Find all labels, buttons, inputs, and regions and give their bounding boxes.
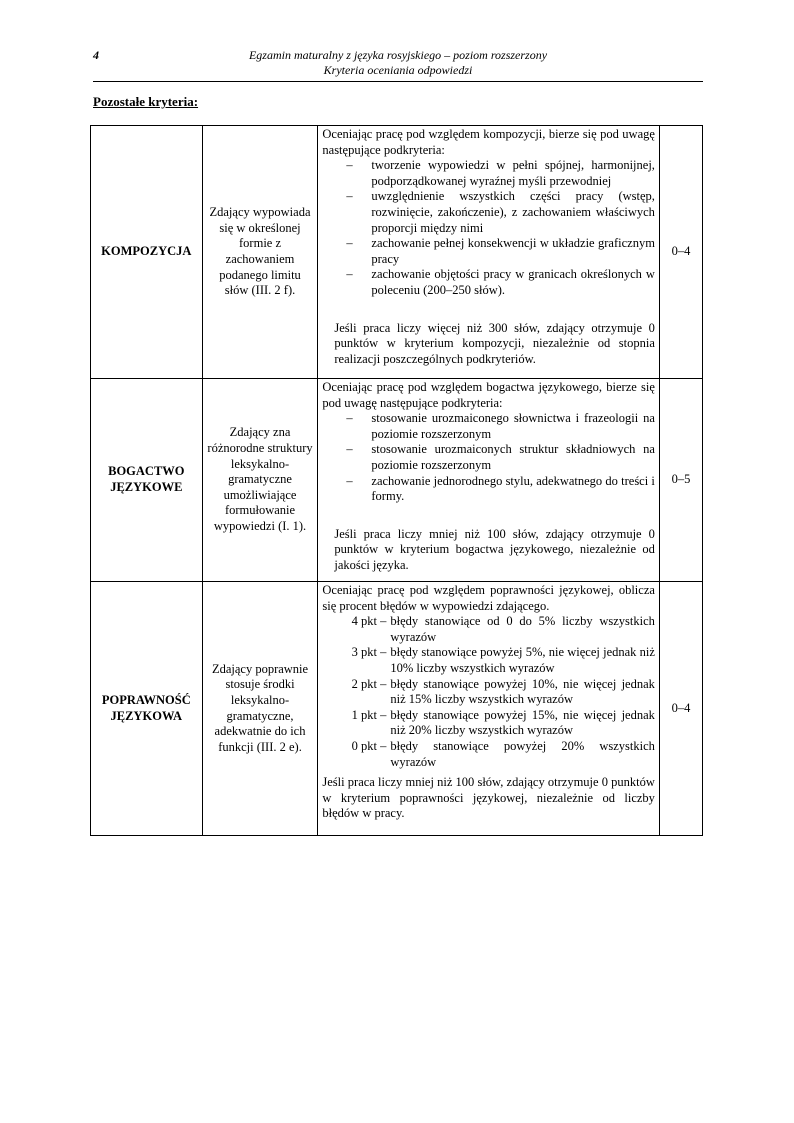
- points-list: [322, 614, 655, 770]
- criterion-details: [318, 126, 660, 379]
- criterion-intro: Oceniając pracę pod względem poprawności językowej, oblicza się procent błędów w wypowiedzi zdającego.: [322, 583, 655, 613]
- points-text: błędy stanowiące od 0 do 5% liczby wszystkich wyrazów: [390, 614, 655, 644]
- points-label: 1 pkt –: [351, 707, 387, 722]
- section-title: Pozostałe kryteria:: [93, 94, 199, 109]
- page-number: 4: [93, 48, 99, 62]
- table-row: [91, 379, 703, 582]
- list-item: [322, 614, 655, 645]
- criterion-note: Jeśli praca liczy mniej niż 100 słów, zdający otrzymuje 0 punktów w kryterium poprawności językowej, niezależnie od liczby błędów w pracy.: [322, 775, 655, 821]
- criterion-intro: Oceniając pracę pod względem kompozycji, bierze się pod uwagę następujące podkryteria:: [322, 127, 655, 157]
- list-item: – stosowanie urozmaiconego słownictwa i frazeologii na poziomie rozszerzonym: [338, 411, 655, 442]
- score-range: 0–4: [659, 582, 702, 836]
- criterion-details: [318, 379, 660, 582]
- list-item: – zachowanie pełnej konsekwencji w układzie graficznym pracy: [338, 236, 655, 267]
- criterion-details: [318, 582, 660, 836]
- list-item: – tworzenie wypowiedzi w pełni spójnej, harmonijnej, podporządkowanej wyraźnej myśli przewodniej: [338, 158, 655, 189]
- points-label: 3 pkt –: [351, 645, 387, 660]
- points-label: 0 pkt –: [351, 738, 387, 753]
- table-row: [91, 126, 703, 379]
- points-label: 2 pkt –: [351, 676, 387, 691]
- list-item: [322, 708, 655, 739]
- subcriteria-list: [322, 158, 655, 298]
- criterion-intro: Oceniając pracę pod względem bogactwa językowego, bierze się pod uwagę następujące podkryteria:: [322, 380, 655, 410]
- points-text: błędy stanowiące powyżej 15%, nie więcej jednak niż 20% liczby wszystkich wyrazów: [390, 707, 655, 738]
- score-range: 0–4: [659, 126, 702, 379]
- criterion-name: BOGACTWO JĘZYKOWE: [91, 379, 203, 582]
- score-range: 0–5: [659, 379, 702, 582]
- criteria-table: [90, 125, 703, 836]
- page-header: [93, 48, 703, 82]
- list-item: – zachowanie objętości pracy w granicach określonych w poleceniu (200–250 słów).: [338, 267, 655, 298]
- points-text: błędy stanowiące powyżej 5%, nie więcej jednak niż 10% liczby wszystkich wyrazów: [390, 645, 655, 675]
- list-item: [322, 677, 655, 708]
- points-text: błędy stanowiące powyżej 10%, nie więcej jednak niż 15% liczby wszystkich wyrazów: [390, 676, 655, 707]
- list-item: – zachowanie jednorodnego stylu, adekwatnego do treści i formy.: [338, 474, 655, 505]
- criterion-name: KOMPOZYCJA: [91, 126, 203, 379]
- list-item: – uwzględnienie wszystkich części pracy (wstęp, rozwinięcie, zakończenie), z zachowaniem właściwych proporcji między nimi: [338, 189, 655, 236]
- table-row: [91, 582, 703, 836]
- criterion-name: POPRAWNOŚĆ JĘZYKOWA: [91, 582, 203, 836]
- criterion-description: Zdający poprawnie stosuje środki leksykalno-gramatyczne, adekwatnie do ich funkcji (III. 2 e).: [202, 582, 318, 836]
- criterion-note: Jeśli praca liczy więcej niż 300 słów, zdający otrzymuje 0 punktów w kryterium kompozycji, niezależnie od stopnia realizacji poszczególnych podkryteriów.: [334, 320, 655, 366]
- list-item: – stosowanie urozmaiconych struktur składniowych na poziomie rozszerzonym: [338, 442, 655, 473]
- criterion-description: Zdający wypowiada się w określonej formie z zachowaniem podanego limitu słów (III. 2 f).: [202, 126, 318, 379]
- list-item: [322, 645, 655, 676]
- criterion-note: Jeśli praca liczy mniej niż 100 słów, zdający otrzymuje 0 punktów w kryterium bogactwa językowego, niezależnie od jakości języka.: [334, 526, 655, 572]
- list-item: [322, 739, 655, 770]
- points-text: błędy stanowiące powyżej 20% wszystkich wyrazów: [390, 738, 655, 769]
- header-title: Egzamin maturalny z języka rosyjskiego – poziom rozszerzony: [248, 48, 548, 62]
- criterion-description: Zdający zna różnorodne struktury leksykalno-gramatyczne umożliwiające formułowanie wypowiedzi (I. 1).: [202, 379, 318, 582]
- header-subtitle: Kryteria oceniania odpowiedzi: [323, 63, 473, 77]
- points-label: 4 pkt –: [351, 614, 387, 629]
- subcriteria-list: [322, 411, 655, 505]
